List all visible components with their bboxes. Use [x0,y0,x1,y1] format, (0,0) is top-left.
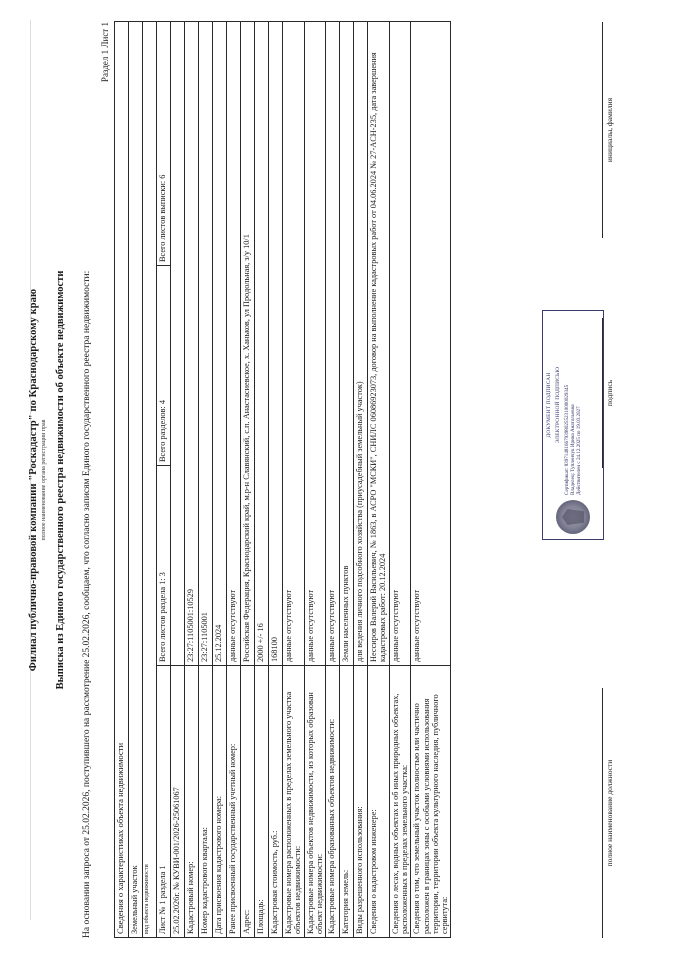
table-row [340,21,354,937]
stamp-title-line1: ДОКУМЕНТ ПОДПИСАН [546,372,552,438]
position-caption: полное наименование должности [605,759,614,867]
row-label: Номер кадастрового квартала: [199,666,213,938]
table-row [213,21,227,937]
row-label: Кадастровая стоимость, руб.: [269,666,283,938]
row-label: Сведения о том, что земельный участок полностью или частично расположен в границах зоны с особыми условиями использования территории, территории объекта культурного наследия, публичного сервитута: [411,666,451,938]
row-value: данные отсутствуют [326,21,340,665]
row-label: Сведения о лесах, водных объектах и об иных природных объектах, расположенных в пределах земельного участка: [389,666,411,938]
basis-statement: На основании запроса от 25.02.2026, поступившего на рассмотрение 25.02.2026, сообщаем, что согласно записям Единого государственного реестра недвижимости: [82,270,92,938]
table-row [227,21,241,937]
table-row [255,21,269,937]
row-value: данные отсутствуют [227,21,241,665]
table-row [354,21,368,937]
position-line [602,688,603,938]
row-value: 23:27:1105001:10529 [185,21,199,665]
row-value: данные отсутствуют [283,21,305,665]
table-row [157,21,171,937]
row-label: Адрес: [241,666,255,938]
row-label: Кадастровые номера образованных объектов недвижимости: [326,666,340,938]
row-label: Категория земель: [340,666,354,938]
request-number-empty-cell [171,21,185,665]
row-value: Земли населенных пунктов [340,21,354,665]
row-value: данные отсутствуют [411,21,451,665]
table-row [241,21,255,937]
row-label: Кадастровый номер: [185,666,199,938]
table-row [171,21,185,937]
document-title: Выписка из Единого государственного реестра недвижимости об объекте недвижимости [55,270,66,690]
row-value: данные отсутствуют [389,21,411,665]
table-row [143,21,157,937]
table-row [411,21,451,937]
table-row [304,21,326,937]
extract-sheets-total-cell: Всего листов выписки: 6 [157,21,171,265]
object-kind-caption: вид объекта недвижимости [143,21,157,937]
request-number-cell: 25.02.2026г. № КУВИ-001/2026-25061067 [171,666,185,938]
row-value: Нессиров Валерий Васильевич, № 1863, в АСРО "МСКИ", СНИЛС 06086923073, договор на выполнение кадастровых работ от 04.06.2024 № 27-ACH-235, дата завершения кадастровых работ: 20.12.2024 [368,21,390,665]
table-row [368,21,390,937]
coat-of-arms-icon [556,500,590,534]
row-label: Площадь: [255,666,269,938]
row-label: Сведения о кадастровом инженере: [368,666,390,938]
page-edge-artifact [30,20,31,920]
table-row [129,21,143,937]
stamp-title-line2: ЭЛЕКТРОННОЙ ПОДПИСЬЮ [554,366,561,444]
stamp-validity: Действителен с 24.12.2025 по 19.03.2027 [576,406,583,495]
table-row [283,21,305,937]
row-value: 2000 +/- 16 [255,21,269,665]
organization-title: Филиал публично-правовой компании "Роскадастр" по Краснодарскому краю [28,288,39,672]
section-title-cell: Сведения о характеристиках объекта недвижимости [115,21,129,937]
object-characteristics-table [114,21,451,938]
row-value: 168100 [269,21,283,665]
row-value: данные отсутствуют [304,21,326,665]
signature-block [546,22,680,938]
row-value: для ведения личного подсобного хозяйства (приусадебный земельный участок) [354,21,368,665]
organization-subtitle: полное наименование органа регистрации прав [41,419,47,541]
table-row [199,21,213,937]
row-label: Дата присвоения кадастрового номера: [213,666,227,938]
table-row [326,21,340,937]
table-row [269,21,283,937]
table-row [185,21,199,937]
row-value: Российская Федерация, Краснодарский край, м.р-н Славянский, с.п. Анастасиевское, х. Ханьков, ул Продольная, з/у 10/1 [241,21,255,665]
stamp-owner: Владелец: Тупленчук Ирина Анатольевна [569,404,576,495]
signature-caption: подпись [605,379,614,407]
row-value: 25.12.2024 [213,21,227,665]
table-row [115,21,129,937]
object-kind-cell: Земельный участок [129,21,143,937]
row-label: Виды разрешенного использования: [354,666,368,938]
section-number-label: Раздел 1 Лист 1 [100,22,110,83]
name-caption: инициалы, фамилия [605,97,614,163]
row-value: 23:27:1105001 [199,21,213,665]
name-line [602,22,603,238]
row-label: Кадастровые номера объектов недвижимости, из которых образован объект недвижимости: [304,666,326,938]
sheet-total-cell: Всего листов раздела 1: 3 [157,466,171,666]
electronic-signature-stamp [542,310,604,540]
row-label: Ранее присвоенный государственный учетный номер: [227,666,241,938]
sheet-number-cell: Лист № 1 раздела 1 [157,666,171,938]
sections-total-cell: Всего разделов: 4 [157,266,171,466]
table-row [389,21,411,937]
row-label: Кадастровые номера расположенных в пределах земельного участка объектов недвижимости: [283,666,305,938]
stamp-certificate: Сертификат: 83971481667939802552310000029345 [563,384,570,495]
